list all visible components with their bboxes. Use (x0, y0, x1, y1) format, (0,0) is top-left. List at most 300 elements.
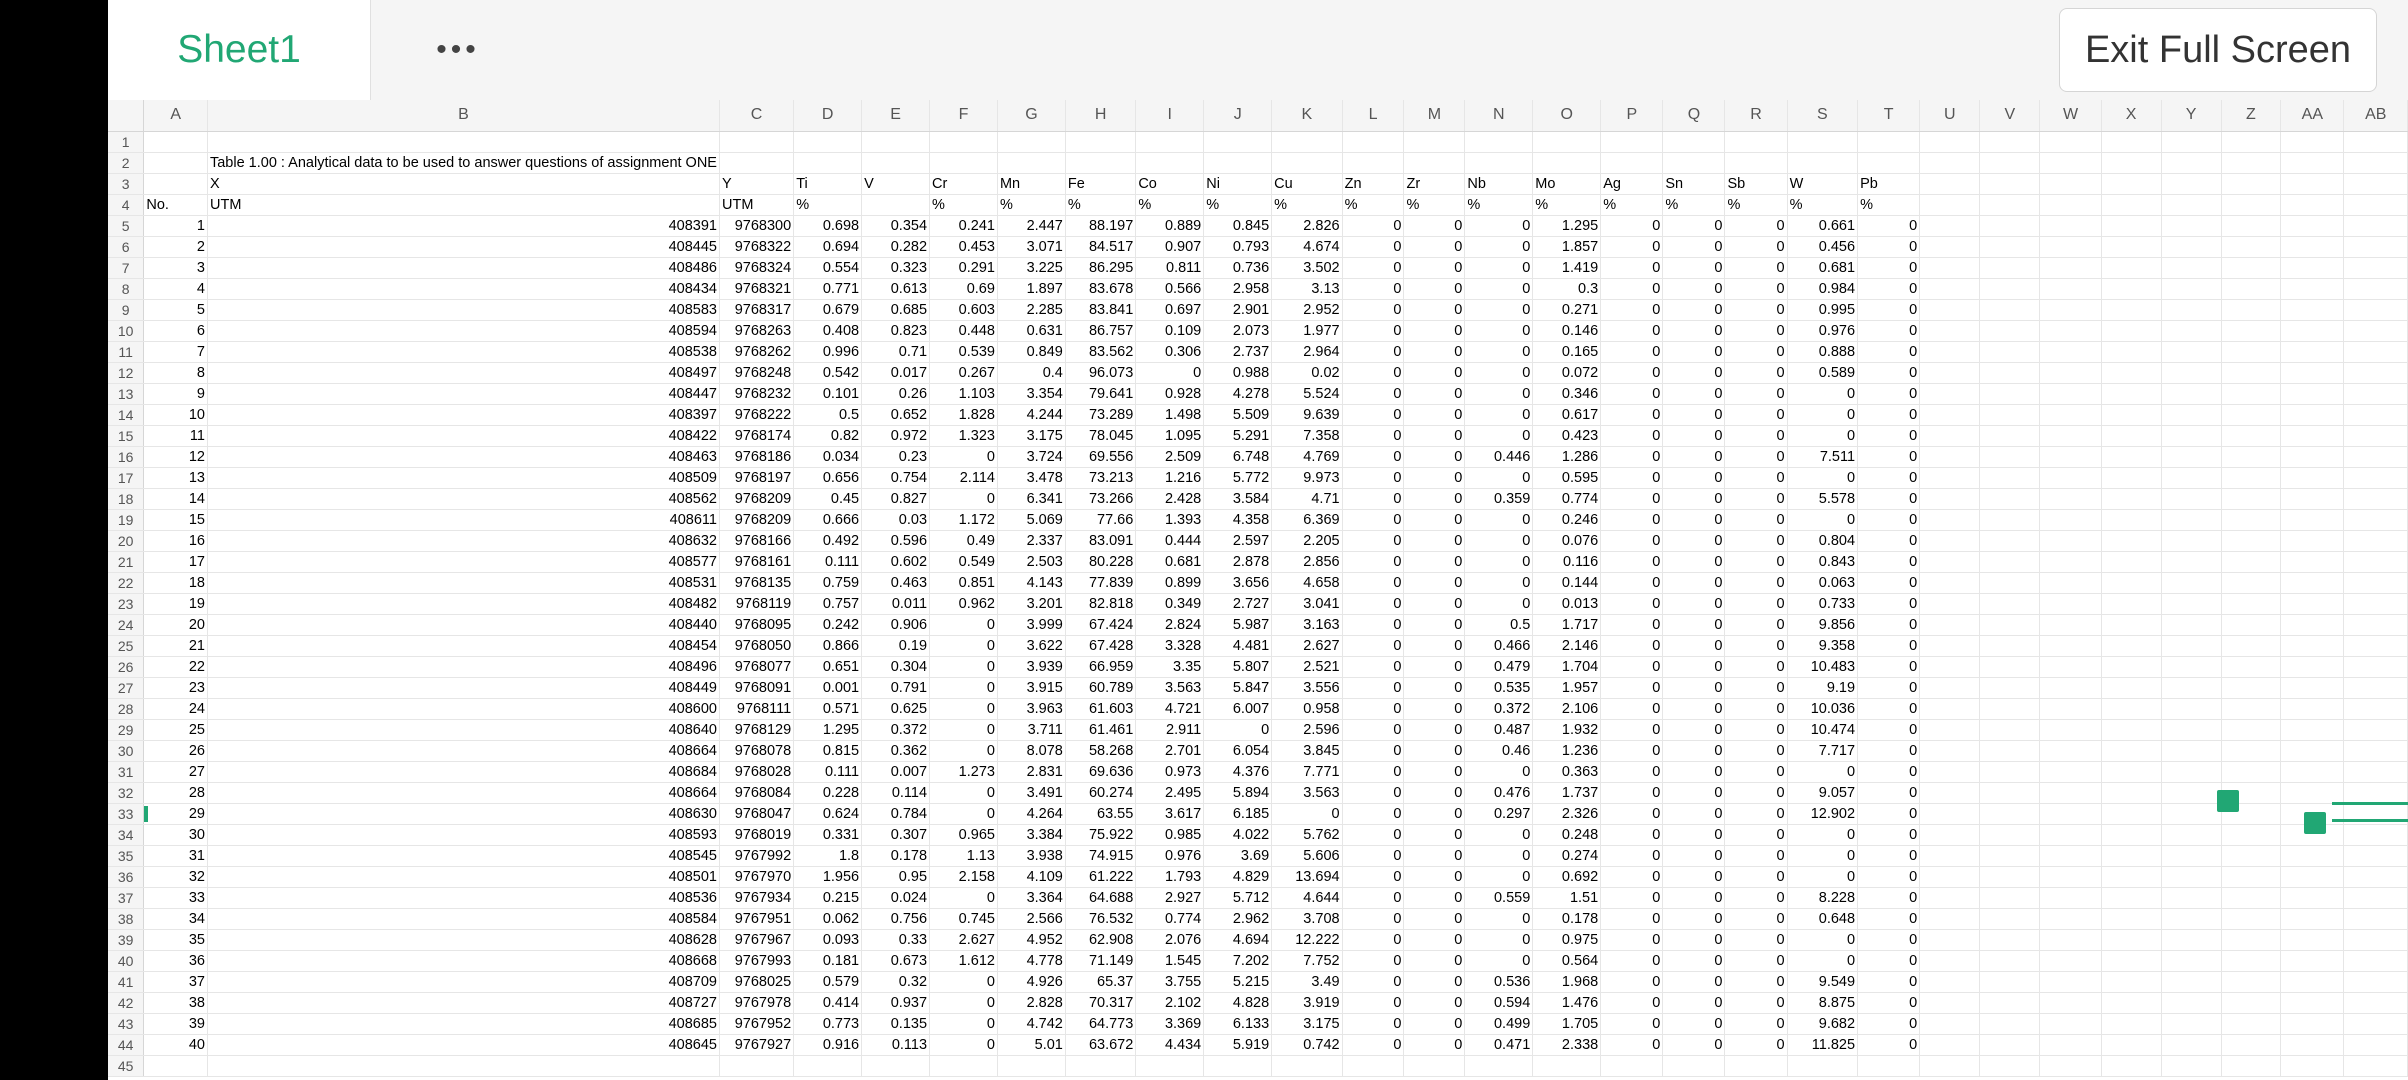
cell[interactable] (2344, 950, 2408, 971)
cell[interactable]: 2.076 (1136, 929, 1204, 950)
cell[interactable]: 0 (1404, 467, 1465, 488)
cell[interactable]: 0 (1725, 1013, 1787, 1034)
cell[interactable]: 0 (1404, 299, 1465, 320)
cell[interactable]: 7.202 (1204, 950, 1272, 971)
cell[interactable] (1920, 971, 1980, 992)
row-header[interactable]: 21 (108, 551, 144, 572)
cell[interactable]: 0.736 (1204, 257, 1272, 278)
cell[interactable]: 0.49 (930, 530, 998, 551)
row-header[interactable]: 42 (108, 992, 144, 1013)
cell[interactable]: 0 (1663, 782, 1725, 803)
cell[interactable]: 0.32 (862, 971, 930, 992)
cell[interactable]: 0.656 (794, 467, 862, 488)
cell[interactable]: 0.973 (1136, 761, 1204, 782)
cell[interactable]: 2.962 (1204, 908, 1272, 929)
row-header[interactable]: 22 (108, 572, 144, 593)
cell[interactable]: 0.181 (794, 950, 862, 971)
cell[interactable]: 0 (1858, 656, 1920, 677)
cell[interactable]: 9768186 (719, 446, 793, 467)
cell[interactable] (2161, 194, 2221, 215)
cell[interactable]: 0 (1601, 236, 1663, 257)
cell[interactable] (1980, 488, 2040, 509)
cell[interactable]: 2.337 (997, 530, 1065, 551)
cell[interactable] (2161, 446, 2221, 467)
cell[interactable]: 0 (1601, 1034, 1663, 1055)
cell[interactable]: 6.748 (1204, 446, 1272, 467)
cell[interactable]: 4.244 (997, 404, 1065, 425)
cell[interactable] (1533, 131, 1601, 152)
cell[interactable]: 5.069 (997, 509, 1065, 530)
cell[interactable] (2281, 530, 2344, 551)
cell[interactable]: 0.144 (1533, 572, 1601, 593)
cell[interactable] (2281, 698, 2344, 719)
cell[interactable]: 1.172 (930, 509, 998, 530)
cell[interactable] (1342, 131, 1404, 152)
cell[interactable]: 4.109 (997, 866, 1065, 887)
cell[interactable]: 0 (1404, 698, 1465, 719)
cell[interactable]: 0 (1725, 467, 1787, 488)
cell[interactable]: % (1404, 194, 1465, 215)
cell[interactable] (1980, 866, 2040, 887)
cell[interactable] (2040, 761, 2101, 782)
cell[interactable]: 9.973 (1272, 467, 1342, 488)
cell[interactable]: 0 (1663, 761, 1725, 782)
cell[interactable] (930, 152, 998, 173)
column-header-l[interactable]: L (1342, 100, 1404, 131)
cell[interactable] (2040, 929, 2101, 950)
cell[interactable]: 0 (1342, 278, 1404, 299)
column-header-e[interactable]: E (862, 100, 930, 131)
cell[interactable] (1920, 383, 1980, 404)
cell[interactable] (2344, 1013, 2408, 1034)
cell[interactable]: 0 (1342, 467, 1404, 488)
cell[interactable]: 3.175 (997, 425, 1065, 446)
cell[interactable]: 1.295 (1533, 215, 1601, 236)
cell[interactable]: 2.205 (1272, 530, 1342, 551)
cell[interactable] (1980, 278, 2040, 299)
cell[interactable]: 0 (1601, 866, 1663, 887)
cell[interactable]: 408496 (207, 656, 719, 677)
cell[interactable]: 2.495 (1136, 782, 1204, 803)
cell[interactable]: 0 (1404, 824, 1465, 845)
cell[interactable] (2281, 362, 2344, 383)
cell[interactable]: 0.024 (862, 887, 930, 908)
cell[interactable]: 64.773 (1065, 1013, 1135, 1034)
cell[interactable] (2344, 299, 2408, 320)
cell[interactable]: 1.498 (1136, 404, 1204, 425)
cell[interactable]: 0 (1601, 929, 1663, 950)
cell[interactable]: 0 (1725, 383, 1787, 404)
cell[interactable]: 9768047 (719, 803, 793, 824)
cell[interactable]: 3.755 (1136, 971, 1204, 992)
cell[interactable] (2040, 740, 2101, 761)
cell[interactable]: 0 (1663, 383, 1725, 404)
cell[interactable]: 0 (1601, 698, 1663, 719)
cell[interactable]: 2.952 (1272, 299, 1342, 320)
cell[interactable]: 3.584 (1204, 488, 1272, 509)
cell[interactable] (2161, 257, 2221, 278)
cell[interactable]: 0 (1342, 362, 1404, 383)
cell[interactable]: 0 (930, 488, 998, 509)
cell[interactable] (930, 1055, 998, 1076)
cell[interactable]: 0.282 (862, 236, 930, 257)
cell[interactable] (1980, 971, 2040, 992)
cell[interactable] (2040, 635, 2101, 656)
cell[interactable] (2344, 782, 2408, 803)
cell[interactable]: 0 (930, 614, 998, 635)
cell[interactable]: 23 (144, 677, 208, 698)
cell[interactable]: 408684 (207, 761, 719, 782)
cell[interactable] (2281, 950, 2344, 971)
cell[interactable]: 5.578 (1787, 488, 1857, 509)
cell[interactable]: 0 (930, 1013, 998, 1034)
cell[interactable]: 0 (1858, 299, 1920, 320)
cell[interactable]: 0 (1858, 488, 1920, 509)
cell[interactable]: 9768174 (719, 425, 793, 446)
cell[interactable] (1920, 404, 1980, 425)
cell[interactable]: 10.036 (1787, 698, 1857, 719)
cell[interactable]: 0.011 (862, 593, 930, 614)
cell[interactable]: 2.964 (1272, 341, 1342, 362)
cell[interactable] (2101, 740, 2161, 761)
cell[interactable]: 2.114 (930, 467, 998, 488)
cell[interactable]: 5.712 (1204, 887, 1272, 908)
cell[interactable]: Ni (1204, 173, 1272, 194)
cell[interactable] (1065, 1055, 1135, 1076)
cell[interactable]: 70.317 (1065, 992, 1135, 1013)
selection-end-handle[interactable] (2304, 812, 2326, 834)
cell[interactable]: 3.225 (997, 257, 1065, 278)
column-header-c[interactable]: C (719, 100, 793, 131)
column-header-b[interactable]: B (207, 100, 719, 131)
cell[interactable]: 2.911 (1136, 719, 1204, 740)
cell[interactable] (2344, 1034, 2408, 1055)
cell[interactable] (2281, 614, 2344, 635)
cell[interactable] (1920, 929, 1980, 950)
cell[interactable] (2101, 845, 2161, 866)
cell[interactable]: 0.996 (794, 341, 862, 362)
cell[interactable]: 0 (1663, 698, 1725, 719)
cell[interactable] (2040, 950, 2101, 971)
cell[interactable] (719, 1055, 793, 1076)
cell[interactable] (2221, 446, 2281, 467)
cell[interactable]: 0 (1272, 803, 1342, 824)
cell[interactable]: 2 (144, 236, 208, 257)
cell[interactable]: 0 (1663, 908, 1725, 929)
cell[interactable]: 9767951 (719, 908, 793, 929)
select-all-corner[interactable] (108, 100, 144, 131)
cell[interactable] (144, 173, 208, 194)
column-header-p[interactable]: P (1601, 100, 1663, 131)
cell[interactable] (2281, 341, 2344, 362)
cell[interactable]: 0 (1787, 950, 1857, 971)
cell[interactable]: 0 (1858, 383, 1920, 404)
cell[interactable]: 0.363 (1533, 761, 1601, 782)
cell[interactable]: % (1601, 194, 1663, 215)
cell[interactable]: % (1663, 194, 1725, 215)
column-header-v[interactable]: V (1980, 100, 2040, 131)
cell[interactable]: 0 (1404, 866, 1465, 887)
cell[interactable]: 9768019 (719, 824, 793, 845)
row-header[interactable]: 2 (108, 152, 144, 173)
cell[interactable]: 3.201 (997, 593, 1065, 614)
column-header-g[interactable]: G (997, 100, 1065, 131)
cell[interactable]: 1.51 (1533, 887, 1601, 908)
cell[interactable] (2221, 614, 2281, 635)
cell[interactable] (2221, 593, 2281, 614)
row-header[interactable]: 40 (108, 950, 144, 971)
cell[interactable] (1858, 131, 1920, 152)
cell[interactable]: 0 (1725, 719, 1787, 740)
cell[interactable]: 0 (1858, 446, 1920, 467)
cell[interactable]: 0 (1601, 299, 1663, 320)
cell[interactable]: 0.4 (997, 362, 1065, 383)
cell[interactable]: 0 (1725, 971, 1787, 992)
cell[interactable]: 0.267 (930, 362, 998, 383)
cell[interactable]: 0.33 (862, 929, 930, 950)
cell[interactable]: 0 (1663, 677, 1725, 698)
cell[interactable] (1980, 824, 2040, 845)
cell[interactable] (2344, 341, 2408, 362)
cell[interactable]: 0 (1342, 215, 1404, 236)
cell[interactable] (2221, 656, 2281, 677)
cell[interactable]: 0.359 (1465, 488, 1533, 509)
cell[interactable]: 3.711 (997, 719, 1065, 740)
cell[interactable]: 0 (1725, 992, 1787, 1013)
cell[interactable]: 79.641 (1065, 383, 1135, 404)
cell[interactable] (2161, 677, 2221, 698)
cell[interactable]: 408449 (207, 677, 719, 698)
cell[interactable]: 0.346 (1533, 383, 1601, 404)
cell[interactable]: 0.661 (1787, 215, 1857, 236)
cell[interactable]: 9768111 (719, 698, 793, 719)
row-header[interactable]: 13 (108, 383, 144, 404)
cell[interactable]: 0 (1663, 593, 1725, 614)
cell[interactable] (2281, 257, 2344, 278)
cell[interactable]: 0.536 (1465, 971, 1533, 992)
cell[interactable]: 2.503 (997, 551, 1065, 572)
cell[interactable]: 408628 (207, 929, 719, 950)
cell[interactable]: % (1787, 194, 1857, 215)
cell[interactable] (2040, 992, 2101, 1013)
cell[interactable] (2161, 551, 2221, 572)
cell[interactable]: 74.915 (1065, 845, 1135, 866)
cell[interactable]: 0 (1601, 215, 1663, 236)
cell[interactable]: 2.338 (1533, 1034, 1601, 1055)
cell[interactable]: 0.178 (1533, 908, 1601, 929)
cell[interactable]: 0 (1858, 572, 1920, 593)
cell[interactable]: 3.999 (997, 614, 1065, 635)
cell[interactable] (862, 131, 930, 152)
cell[interactable]: 0.95 (862, 866, 930, 887)
cell[interactable] (1404, 131, 1465, 152)
selection-start-handle[interactable] (2217, 790, 2239, 812)
cell[interactable] (2344, 614, 2408, 635)
cell[interactable] (1920, 173, 1980, 194)
cell[interactable]: 1.236 (1533, 740, 1601, 761)
cell[interactable] (1980, 383, 2040, 404)
cell[interactable]: 1.956 (794, 866, 862, 887)
cell[interactable] (862, 1055, 930, 1076)
cell[interactable] (1920, 341, 1980, 362)
cell[interactable] (2101, 362, 2161, 383)
row-header[interactable]: 25 (108, 635, 144, 656)
cell[interactable] (2040, 698, 2101, 719)
cell[interactable]: 0 (1601, 488, 1663, 509)
cell[interactable]: 0.453 (930, 236, 998, 257)
cell[interactable]: 0 (1465, 593, 1533, 614)
cell[interactable] (2344, 908, 2408, 929)
cell[interactable]: 3.163 (1272, 614, 1342, 635)
cell[interactable]: 3.49 (1272, 971, 1342, 992)
cell[interactable] (1980, 761, 2040, 782)
cell[interactable]: 84.517 (1065, 236, 1135, 257)
cell[interactable]: 408577 (207, 551, 719, 572)
cell[interactable]: 0.414 (794, 992, 862, 1013)
cell[interactable] (2281, 572, 2344, 593)
cell[interactable]: 0.114 (862, 782, 930, 803)
cell[interactable] (2101, 677, 2161, 698)
cell[interactable]: 28 (144, 782, 208, 803)
cell[interactable]: 0 (1663, 740, 1725, 761)
cell[interactable]: 9767952 (719, 1013, 793, 1034)
cell[interactable]: 80.228 (1065, 551, 1135, 572)
cell[interactable]: 0 (1663, 320, 1725, 341)
cell[interactable]: 0 (1663, 1013, 1725, 1034)
cell[interactable]: 0 (1858, 908, 1920, 929)
column-header-d[interactable]: D (794, 100, 862, 131)
sheet-tab[interactable]: Sheet1 (108, 0, 371, 100)
cell[interactable] (2344, 425, 2408, 446)
cell[interactable] (2161, 908, 2221, 929)
cell[interactable]: 0 (1404, 488, 1465, 509)
cell[interactable]: 0.995 (1787, 299, 1857, 320)
cell[interactable] (1920, 782, 1980, 803)
cell[interactable]: 0 (1404, 530, 1465, 551)
cell[interactable]: 2.701 (1136, 740, 1204, 761)
cell[interactable]: 5.606 (1272, 845, 1342, 866)
row-header[interactable]: 29 (108, 719, 144, 740)
cell[interactable]: 0.362 (862, 740, 930, 761)
cell[interactable] (1920, 236, 1980, 257)
cell[interactable]: 65.37 (1065, 971, 1135, 992)
cell[interactable]: 0.476 (1465, 782, 1533, 803)
cell[interactable] (1980, 446, 2040, 467)
cell[interactable]: 1.828 (930, 404, 998, 425)
cell[interactable]: 3.939 (997, 656, 1065, 677)
cell[interactable]: 4.143 (997, 572, 1065, 593)
cell[interactable]: 67.424 (1065, 614, 1135, 635)
cell[interactable] (2221, 278, 2281, 299)
cell[interactable]: 60.789 (1065, 677, 1135, 698)
cell[interactable] (1601, 152, 1663, 173)
cell[interactable]: 0 (1787, 404, 1857, 425)
cell[interactable]: 2.927 (1136, 887, 1204, 908)
cell[interactable]: 0 (1663, 446, 1725, 467)
cell[interactable]: 0 (930, 1034, 998, 1055)
cell[interactable] (2221, 1055, 2281, 1076)
cell[interactable] (1787, 131, 1857, 152)
cell[interactable]: 0 (1787, 845, 1857, 866)
cell[interactable]: 408640 (207, 719, 719, 740)
cell[interactable]: 0.673 (862, 950, 930, 971)
row-header[interactable]: 10 (108, 320, 144, 341)
cell[interactable]: 408632 (207, 530, 719, 551)
cell[interactable]: 10.483 (1787, 656, 1857, 677)
cell[interactable] (2101, 425, 2161, 446)
cell[interactable]: 0 (930, 887, 998, 908)
cell[interactable]: 0 (1601, 593, 1663, 614)
cell[interactable]: 0.323 (862, 257, 930, 278)
cell[interactable] (2101, 593, 2161, 614)
cell[interactable] (2040, 236, 2101, 257)
cell[interactable]: 0 (1725, 425, 1787, 446)
cell[interactable]: 29 (144, 803, 208, 824)
cell[interactable]: 3.563 (1136, 677, 1204, 698)
cell[interactable]: 9768262 (719, 341, 793, 362)
cell[interactable]: 9768209 (719, 509, 793, 530)
cell[interactable]: 0 (1465, 341, 1533, 362)
cell[interactable]: 0 (1342, 404, 1404, 425)
cell[interactable]: 83.841 (1065, 299, 1135, 320)
cell[interactable]: 0 (1342, 572, 1404, 593)
cell[interactable]: 0 (1601, 572, 1663, 593)
cell[interactable]: 4.434 (1136, 1034, 1204, 1055)
cell[interactable]: 0.694 (794, 236, 862, 257)
column-header-a[interactable]: A (144, 100, 208, 131)
cell[interactable] (2221, 173, 2281, 194)
cell[interactable]: 0 (1725, 1034, 1787, 1055)
cell[interactable]: 5.847 (1204, 677, 1272, 698)
cell[interactable]: 0 (1601, 383, 1663, 404)
cell[interactable] (1920, 509, 1980, 530)
cell[interactable]: 0.692 (1533, 866, 1601, 887)
cell[interactable]: 0.571 (794, 698, 862, 719)
column-header-h[interactable]: H (1065, 100, 1135, 131)
cell[interactable]: 1.095 (1136, 425, 1204, 446)
cell[interactable] (1980, 215, 2040, 236)
row-header[interactable]: 17 (108, 467, 144, 488)
cell[interactable]: 9768300 (719, 215, 793, 236)
cell[interactable]: 0 (1342, 425, 1404, 446)
cell[interactable]: 0.017 (862, 362, 930, 383)
cell[interactable]: 39 (144, 1013, 208, 1034)
cell[interactable]: 62.908 (1065, 929, 1135, 950)
cell[interactable]: 0 (1465, 299, 1533, 320)
cell[interactable] (1920, 215, 1980, 236)
cell[interactable] (2101, 719, 2161, 740)
cell[interactable]: 0 (1725, 740, 1787, 761)
cell[interactable]: 0 (1663, 425, 1725, 446)
cell[interactable] (2101, 215, 2161, 236)
cell[interactable] (2281, 236, 2344, 257)
cell[interactable]: 9768248 (719, 362, 793, 383)
cell[interactable] (2161, 656, 2221, 677)
cell[interactable]: 0 (1858, 509, 1920, 530)
cell[interactable]: 0 (1725, 509, 1787, 530)
more-options-icon[interactable]: ••• (436, 33, 480, 66)
cell[interactable]: 0 (1601, 971, 1663, 992)
cell[interactable]: 0 (1342, 761, 1404, 782)
cell[interactable] (1980, 425, 2040, 446)
cell[interactable]: 0 (1725, 803, 1787, 824)
cell[interactable]: 0.354 (862, 215, 930, 236)
cell[interactable]: 0 (1342, 446, 1404, 467)
cell[interactable] (862, 194, 930, 215)
cell[interactable] (2040, 488, 2101, 509)
cell[interactable]: 0.889 (1136, 215, 1204, 236)
cell[interactable] (2281, 845, 2344, 866)
